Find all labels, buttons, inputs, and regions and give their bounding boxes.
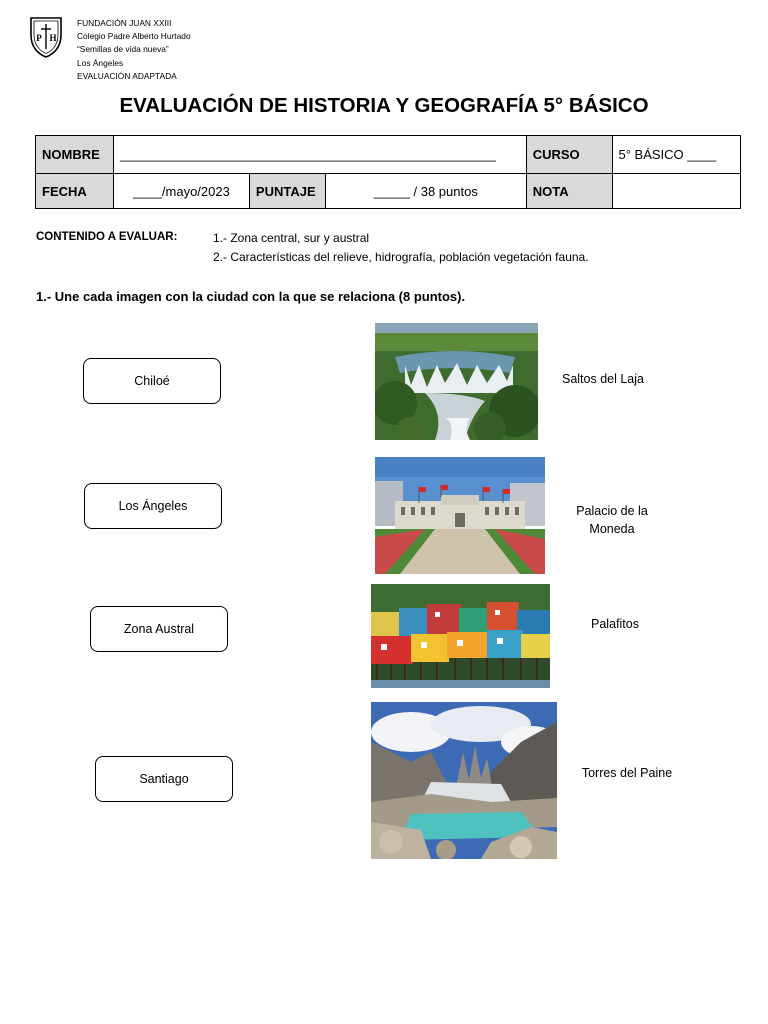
caption-line: Moneda <box>589 522 635 536</box>
match-box-chiloe[interactable]: Chiloé <box>83 358 221 404</box>
stilt-houses-photo[interactable] <box>371 584 550 688</box>
caption-line: Palacio de la <box>576 504 648 518</box>
institution-line: EVALUACIÓN ADAPTADA <box>77 70 177 81</box>
puntaje-field[interactable]: _____ / 38 puntos <box>325 174 526 209</box>
caption-torres-del-paine: Torres del Paine <box>581 766 673 780</box>
fecha-label: FECHA <box>36 174 114 209</box>
match-box-zona-austral[interactable]: Zona Austral <box>90 606 228 652</box>
caption-palafitos: Palafitos <box>591 617 639 631</box>
institution-line: Los Ángeles <box>77 57 124 68</box>
match-box-los-angeles[interactable]: Los Ángeles <box>84 483 222 529</box>
match-box-santiago[interactable]: Santiago <box>95 756 233 802</box>
content-label: CONTENIDO A EVALUAR: <box>36 231 178 243</box>
nombre-label: NOMBRE <box>36 136 114 174</box>
institution-info <box>77 17 191 83</box>
fecha-field[interactable]: ____/mayo/2023 <box>113 174 249 209</box>
school-logo <box>28 15 64 59</box>
logo-letter-p: P <box>36 33 42 43</box>
nota-label: NOTA <box>526 174 612 209</box>
institution-line: FUNDACIÓN JUAN XXIII <box>77 18 172 28</box>
moneda-palace-photo[interactable] <box>375 457 545 574</box>
caption-saltos-del-laja: Saltos del Laja <box>561 372 644 386</box>
curso-field[interactable]: 5° BÁSICO ____ <box>612 136 741 174</box>
page-title: EVALUACIÓN DE HISTORIA Y GEOGRAFÍA 5° BÁSICO <box>119 94 649 117</box>
nota-field[interactable] <box>612 174 741 209</box>
curso-label: CURSO <box>526 136 612 174</box>
caption-palacio-moneda <box>562 502 662 538</box>
institution-line: “Semillas de vida nueva” <box>77 44 169 55</box>
student-info-table <box>35 135 741 209</box>
content-item: 1.- Zona central, sur y austral <box>213 231 370 245</box>
content-item: 2.- Características del relieve, hidrografía, población vegetación fauna. <box>213 250 589 264</box>
torres-del-paine-photo[interactable] <box>371 702 557 859</box>
logo-letter-h: H <box>49 33 57 43</box>
question-1-prompt: 1.- Une cada imagen con la ciudad con la que se relaciona (8 puntos). <box>36 289 466 304</box>
puntaje-label: PUNTAJE <box>249 174 325 209</box>
waterfall-photo[interactable] <box>375 323 538 440</box>
institution-line: Colegio Padre Alberto Hurtado <box>77 31 191 42</box>
nombre-field[interactable]: ____________________________________________________ <box>113 136 526 174</box>
